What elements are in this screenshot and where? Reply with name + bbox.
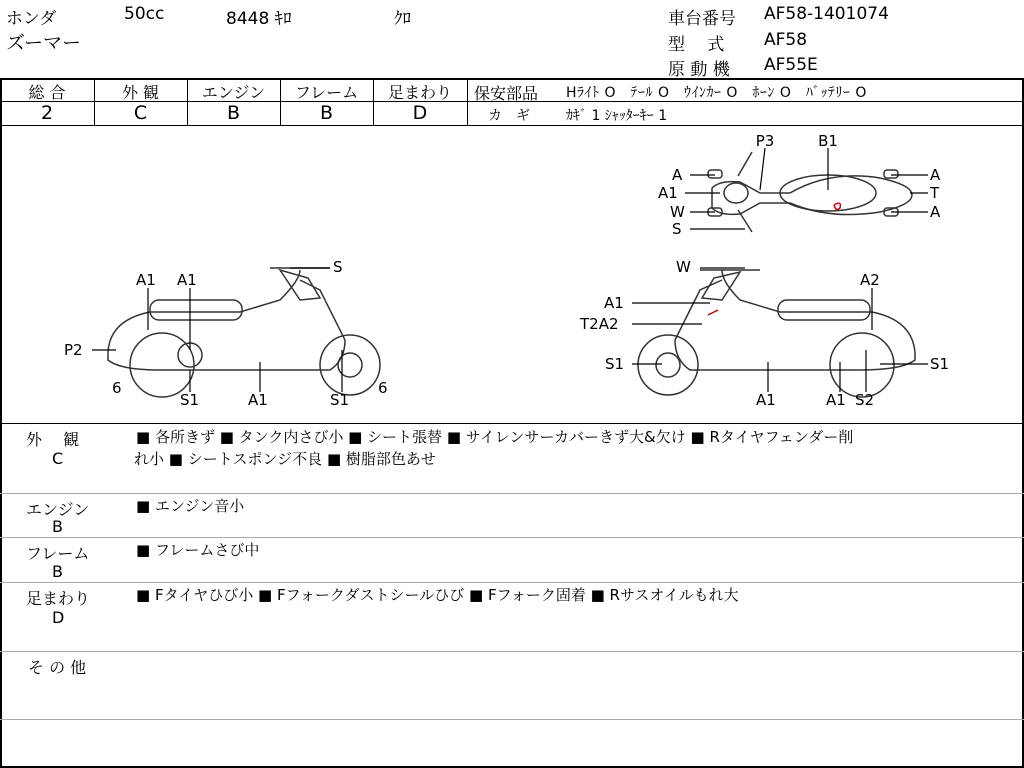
suspension-section-grade: D xyxy=(52,608,65,627)
diag-left-s1: S1 xyxy=(180,391,200,409)
right-side-scooter xyxy=(638,270,915,397)
color: ｸﾛ xyxy=(394,9,411,29)
suspension-grade-label: 足まわり xyxy=(387,83,452,102)
engine-grade-label: エンジン xyxy=(201,83,266,102)
engine-label: 原 動 機 xyxy=(668,60,730,80)
frame-no-value: AF58-1401074 xyxy=(764,4,889,24)
diag-right-s2: S2 xyxy=(855,391,875,409)
diag-left-a1b: A1 xyxy=(177,271,197,289)
diag-top-a: A xyxy=(672,166,683,184)
exterior-notes-line1: ■ 各所きず ■ タンク内さび小 ■ シート張替 ■ サイレンサーカバーきず大&欠け ■ Rタイヤフェンダー削 xyxy=(136,428,854,446)
overall-value: 2 xyxy=(40,102,54,124)
section-divider xyxy=(0,582,1024,583)
engine-section-grade: B xyxy=(52,517,63,536)
exterior-notes-line2: れ小 ■ シートスポンジ不良 ■ 樹脂部色あせ xyxy=(134,450,436,468)
engine-section-title: エンジン xyxy=(26,500,90,519)
frame-no-label: 車台番号 xyxy=(668,9,736,29)
section-divider xyxy=(0,651,1024,652)
exterior-section-grade: C xyxy=(52,449,64,468)
frame-section-title: フレーム xyxy=(26,544,90,563)
safety-items: Hﾗｲﾄ O ﾃｰﾙ O ｳｲﾝｶｰ O ﾎｰﾝ O ﾊﾞｯﾃﾘｰ O xyxy=(566,85,867,101)
diag-top-a-right: A xyxy=(930,166,941,184)
grade-col-divider xyxy=(467,78,468,125)
mileage: 8448 ｷﾛ xyxy=(226,9,292,29)
engine-grade-value: B xyxy=(226,102,241,124)
section-divider xyxy=(0,537,1024,538)
diag-right-a1: A1 xyxy=(604,294,624,312)
diag-left-p2: P2 xyxy=(64,341,83,359)
diag-top-p3: P3 xyxy=(755,132,775,150)
maker: ホンダ xyxy=(6,9,57,29)
diag-top-b1: B1 xyxy=(818,132,838,150)
diag-top-w: W xyxy=(670,203,685,221)
suspension-section-title: 足まわり xyxy=(26,589,91,608)
keys-value: ｶｷﾞ 1 ｼｬｯﾀｰｷｰ 1 xyxy=(566,108,668,124)
engine-notes: ■ エンジン音小 xyxy=(136,497,245,515)
diag-right-a1b: A1 xyxy=(756,391,776,409)
diag-left-s: S xyxy=(333,258,343,276)
other-section-title: そ の 他 xyxy=(28,658,87,677)
scooter-diagram xyxy=(0,125,1024,425)
diag-right-w: W xyxy=(676,258,691,276)
exterior-value: C xyxy=(133,102,148,124)
diag-left-6: 6 xyxy=(112,379,122,397)
section-divider xyxy=(0,719,1024,720)
diag-left-a1c: A1 xyxy=(248,391,268,409)
type-label: 型 式 xyxy=(668,35,725,55)
diag-left-6b: 6 xyxy=(378,379,388,397)
exterior-label: 外 観 xyxy=(121,83,160,102)
diag-right-s1b: S1 xyxy=(930,355,950,373)
suspension-notes: ■ Fタイヤひび小 ■ Fフォークダストシールひび ■ Fフォーク固着 ■ Rサスオイルもれ大 xyxy=(136,586,739,604)
frame-grade-label: フレーム xyxy=(294,83,359,102)
diag-right-s1: S1 xyxy=(605,355,625,373)
diag-right-a1c: A1 xyxy=(826,391,846,409)
diag-top-a1: A1 xyxy=(658,184,678,202)
frame-notes: ■ フレームさび中 xyxy=(136,541,260,559)
top-view-scooter xyxy=(708,152,912,232)
diag-top-t: T xyxy=(930,184,940,202)
diag-top-s: S xyxy=(672,220,682,238)
engine-value: AF55E xyxy=(764,55,818,75)
exterior-section-title: 外 観 xyxy=(26,430,80,449)
suspension-grade-value: D xyxy=(412,102,428,124)
diag-right-t2a2: T2A2 xyxy=(580,315,619,333)
displacement: 50cc xyxy=(124,4,165,24)
section-divider xyxy=(0,493,1024,494)
keys-label: カ ギ xyxy=(488,108,530,124)
diag-right-a2: A2 xyxy=(860,271,880,289)
safety-title: 保安部品 xyxy=(474,84,539,103)
diag-left-s1b: S1 xyxy=(330,391,350,409)
diag-top-a-right2: A xyxy=(930,203,941,221)
frame-grade-value: B xyxy=(319,102,334,124)
type-value: AF58 xyxy=(764,30,808,50)
frame-section-grade: B xyxy=(52,562,63,581)
overall-label: 総 合 xyxy=(28,83,66,102)
diag-left-a1: A1 xyxy=(136,271,156,289)
model-name: ズーマー xyxy=(6,32,82,54)
